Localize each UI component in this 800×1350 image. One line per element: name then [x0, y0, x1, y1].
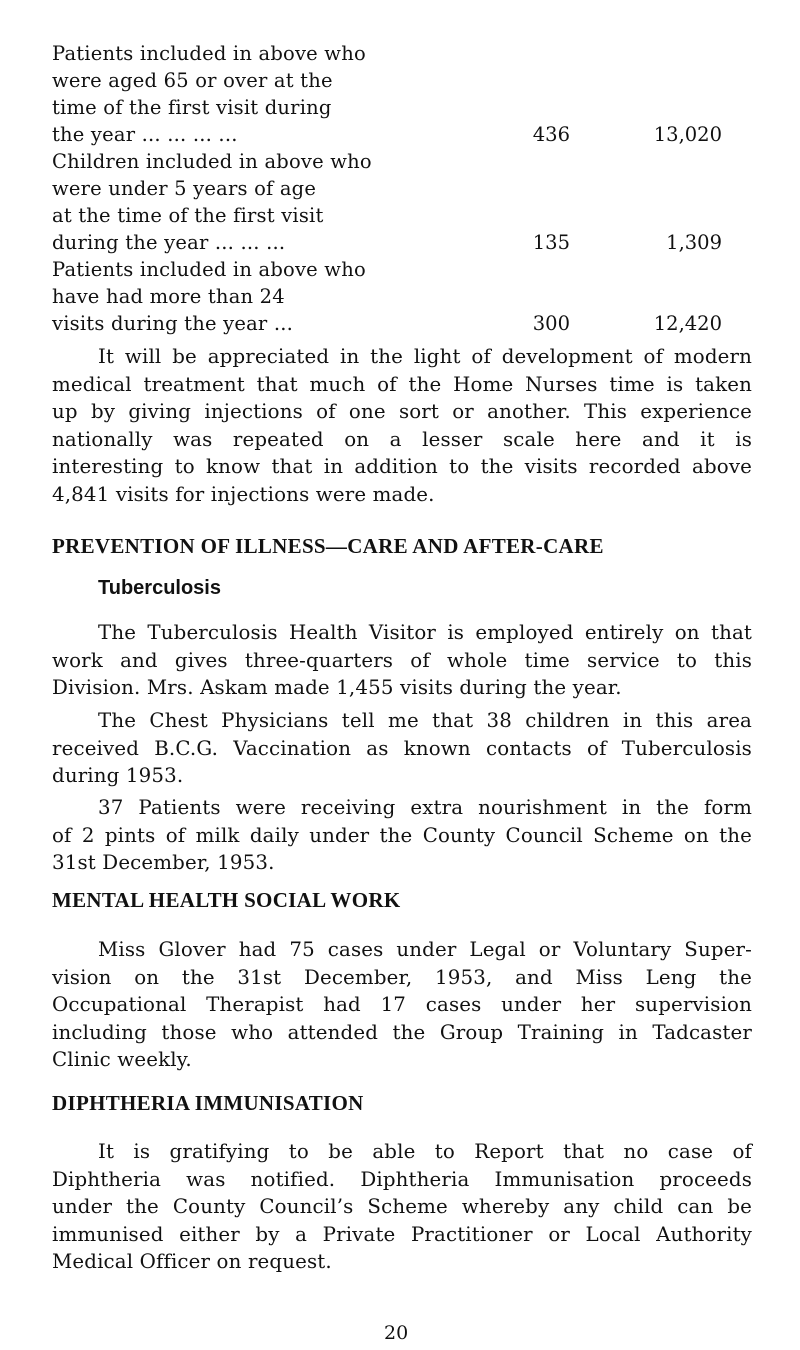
heading-diphtheria: DIPHTHERIA IMMUNISATION	[52, 1091, 364, 1115]
stat-value-visits: 12,420	[653, 312, 722, 335]
paragraph-injections: It will be appreciated in the light of development of modern medical treatment that much of the Home Nurses time is taken up by giving injections of one sort or another. This experience nationally was repeated on a lesser scale here and it is interesting to know that in addition to the visits recorded above 4,841 visits for injections were made.	[52, 345, 752, 506]
paragraph-diphtheria: It is gratifying to be able to Report that no case of Diphtheria was notified. Diphtheria Immunisation proceeds under the County Council’s Scheme whereby any child can be immunised either by a Private Practitioner or Local Authority Medical Officer on request.	[52, 1140, 752, 1273]
paragraph-mental-health: Miss Glover had 75 cases under Legal or Voluntary Super- vision on the 31st December, 1953, and Miss Leng the Occupational Therapist had 17 cases under her supervision including those who attended the Group Training in Tadcaster Clinic weekly.	[52, 938, 752, 1071]
paragraph-tb-visitor: The Tuberculosis Health Visitor is employed entirely on that work and gives three-quarters of whole time service to this Division. Mrs. Askam made 1,455 visits during the year.	[52, 621, 752, 699]
stat-row-under-5	[52, 148, 722, 256]
stat-value-cases: 436	[532, 123, 570, 146]
stat-row-aged-65	[52, 40, 722, 148]
stat-description: Patients included in above who have had more than 24 visits during the year ...	[52, 258, 366, 335]
paragraph-tb-bcg: The Chest Physicians tell me that 38 children in this area received B.C.G. Vaccination as known contacts of Tuberculosis during 1953.	[52, 709, 752, 787]
stat-value-visits: 13,020	[653, 123, 722, 146]
stat-row-over-24-visits	[52, 256, 722, 337]
stat-value-visits: 1,309	[666, 231, 722, 254]
stat-value-cases: 300	[532, 312, 570, 335]
heading-mental-health: MENTAL HEALTH SOCIAL WORK	[52, 888, 401, 912]
paragraph-tb-milk: 37 Patients were receiving extra nourishment in the form of 2 pints of milk daily under the County Council Scheme on the 31st December, 1953.	[52, 796, 752, 874]
stat-description: Patients included in above who were aged 65 or over at the time of the first visit during the year ... ... ... ...	[52, 42, 366, 146]
heading-prevention: PREVENTION OF ILLNESS—CARE AND AFTER-CARE	[52, 534, 604, 558]
stat-description: Children included in above who were under 5 years of age at the time of the first visit during the year ... ... ...	[52, 150, 372, 254]
page-number: 20	[384, 1322, 409, 1344]
subheading-tuberculosis: Tuberculosis	[98, 577, 221, 599]
stat-value-cases: 135	[532, 231, 570, 254]
